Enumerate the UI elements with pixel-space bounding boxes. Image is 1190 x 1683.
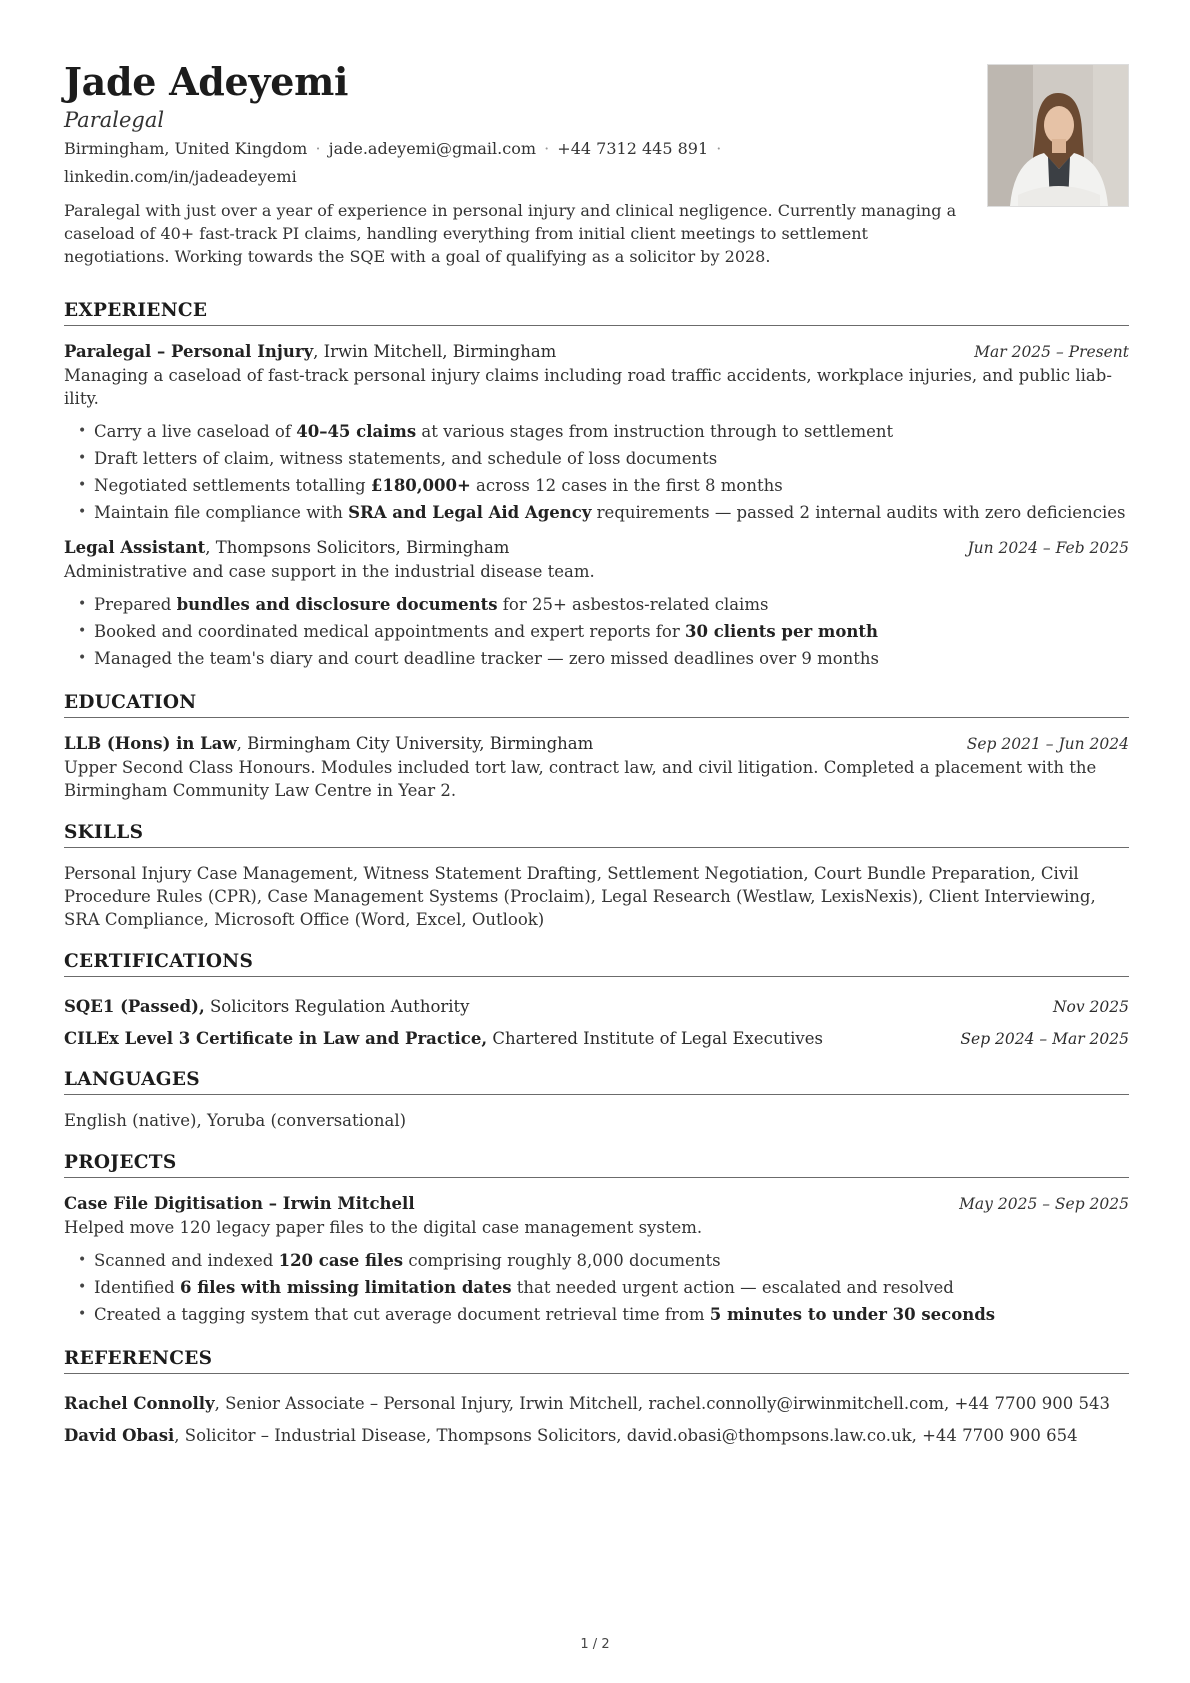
contact-info [64,135,764,191]
bullet-text: at various stages from instruction through to settlement [416,422,894,441]
job-entry [64,536,1129,672]
certification-name: SQE1 (Passed), [64,997,205,1016]
bullet-text: Identified [94,1278,180,1297]
certification-item [64,1023,1129,1055]
job-org: , Thompsons Solicitors, Birmingham [205,538,510,557]
profile-summary: Paralegal with just over a year of experience in personal injury and clinical negligence. Currently managing a caseload of 40+ fast-track PI claims, handling everything from initial client meetings to settlement negotiations. Working towards the SQE with a goal of qualifying as a solicitor by 2028. [64,201,957,266]
degree: LLB (Hons) in Law [64,734,237,753]
bullet-highlight: 120 case files [278,1251,404,1270]
bullet-text: comprising roughly 8,000 documents [403,1251,721,1270]
section-heading-experience: EXPERIENCE [64,300,1129,326]
certification-text [64,1023,823,1055]
section-heading-skills: SKILLS [64,822,1129,848]
job-role-org [64,340,556,364]
bullet-item [94,1301,1129,1328]
institution: , Birmingham City University, Birmingham [236,734,594,753]
degree-org [64,732,593,756]
job-role-org [64,536,509,560]
profile-photo [987,64,1129,207]
separator: · [315,139,321,158]
bullet-text: Maintain file compliance with [94,503,349,522]
bullet-text: Booked and coordinated medical appointments and expert reports for [94,622,685,641]
education-description: Upper Second Class Honours. Modules included tort law, contract law, and civil litigation. Completed a placement with the Birmingham Community Law Centre in Year 2. [64,758,1097,800]
project-bullets [64,1247,1129,1328]
resume-header [64,60,1129,280]
bullet-highlight: £180,000+ [370,476,471,495]
bullet-highlight: SRA and Legal Aid Agency [348,503,592,522]
bullet-text: requirements — passed 2 internal audits with zero deficiencies [591,503,1126,522]
bullet-text: for 25+ asbestos-related claims [497,595,769,614]
project-title: Case File Digitisation – Irwin Mitchell [64,1194,415,1213]
page-number: 1 / 2 [580,1637,610,1652]
certification-text [64,991,470,1023]
email-link[interactable]: jade.adeyemi@gmail.com [328,139,537,158]
bullet-text: Carry a live caseload of [94,422,297,441]
education-entry [64,732,1129,802]
certification-date: Sep 2024 – Mar 2025 [960,1030,1129,1048]
bullet-item [94,472,1129,499]
bullet-item [94,418,1129,445]
job-dates: Jun 2024 – Feb 2025 [967,539,1129,557]
job-description: Managing a caseload of fast-track personal injury claims including road traffic accidents, workplace injuries, and public liab-ility. [64,366,1112,408]
project-header [64,1192,1129,1216]
linkedin-link[interactable]: linkedin.com/in/jadeadeyemi [64,167,297,186]
bullet-item [94,445,1129,472]
bullet-text: that needed urgent action — escalated and resolved [511,1278,954,1297]
certification-item [64,991,1129,1023]
bullet-item [94,645,1129,672]
bullet-highlight: 40–45 claims [296,422,417,441]
separator: · [716,139,722,158]
bullet-text: Managed the team's diary and court deadline tracker — zero missed deadlines over 9 months [94,649,880,668]
bullet-text: Prepared [94,595,177,614]
bullet-item [94,1274,1129,1301]
languages-list: English (native), Yoruba (conversational) [64,1111,407,1130]
reference-name: David Obasi [64,1426,175,1445]
certification-issuer: Solicitors Regulation Authority [204,997,470,1016]
job-entry [64,340,1129,526]
section-heading-references: REFERENCES [64,1348,1129,1374]
section-heading-projects: PROJECTS [64,1152,1129,1178]
job-header [64,340,1129,364]
separator: · [544,139,550,158]
certification-date: Nov 2025 [1052,998,1129,1016]
bullet-text: across 12 cases in the first 8 months [470,476,783,495]
reference-item [64,1420,1129,1452]
project-description: Helped move 120 legacy paper files to the digital case management system. [64,1218,703,1237]
bullet-text: Scanned and indexed [94,1251,279,1270]
reference-item [64,1388,1129,1420]
candidate-name: Jade Adeyemi [64,59,349,104]
bullet-highlight: 5 minutes to under 30 seconds [709,1305,996,1324]
bullet-text: Created a tagging system that cut average document retrieval time from [94,1305,710,1324]
job-dates: Mar 2025 – Present [974,343,1129,361]
bullet-text: Negotiated settlements totalling [94,476,371,495]
bullet-highlight: 6 files with missing limitation dates [179,1278,512,1297]
project-dates: May 2025 – Sep 2025 [959,1195,1129,1213]
bullet-item [94,591,1129,618]
location: Birmingham, United Kingdom [64,139,308,158]
bullet-text: Draft letters of claim, witness statements, and schedule of loss documents [94,449,718,468]
section-heading-education: EDUCATION [64,692,1129,718]
certification-issuer: Chartered Institute of Legal Executives [487,1029,823,1048]
section-heading-certifications: CERTIFICATIONS [64,951,1129,977]
bullet-highlight: bundles and disclosure documents [176,595,498,614]
bullet-item [94,499,1129,526]
job-role: Paralegal – Personal Injury [64,342,314,361]
certification-name: CILEx Level 3 Certificate in Law and Practice, [64,1029,488,1048]
skills-list: Personal Injury Case Management, Witness Statement Drafting, Settlement Negotiation, Court Bundle Preparation, Civil Procedure Rules (CPR), Case Management Systems (Proclaim), Legal Research (Westlaw, LexisNexis), Client Interviewing, SRA Compliance, Microsoft Office (Word, Excel, Outlook) [64,864,1096,929]
job-bullets [64,591,1129,672]
phone: +44 7312 445 891 [557,139,709,158]
bullet-item [94,618,1129,645]
job-description: Administrative and case support in the industrial disease team. [64,562,595,581]
reference-detail: , Solicitor – Industrial Disease, Thompsons Solicitors, david.obasi@thompsons.law.co.uk, +44 7700 900 654 [174,1426,1078,1445]
bullet-highlight: 30 clients per month [684,622,878,641]
section-heading-languages: LANGUAGES [64,1069,1129,1095]
job-title: Paralegal [64,108,165,132]
education-header [64,732,1129,756]
reference-name: Rachel Connolly [64,1394,215,1413]
education-dates: Sep 2021 – Jun 2024 [966,735,1129,753]
project-entry [64,1192,1129,1328]
job-header [64,536,1129,560]
reference-detail: , Senior Associate – Personal Injury, Irwin Mitchell, rachel.connolly@irwinmitchell.com, +44 7700 900 543 [214,1394,1111,1413]
resume-page [64,60,1129,1452]
bullet-item [94,1247,1129,1274]
job-bullets [64,418,1129,526]
job-org: , Irwin Mitchell, Birmingham [313,342,557,361]
job-role: Legal Assistant [64,538,206,557]
